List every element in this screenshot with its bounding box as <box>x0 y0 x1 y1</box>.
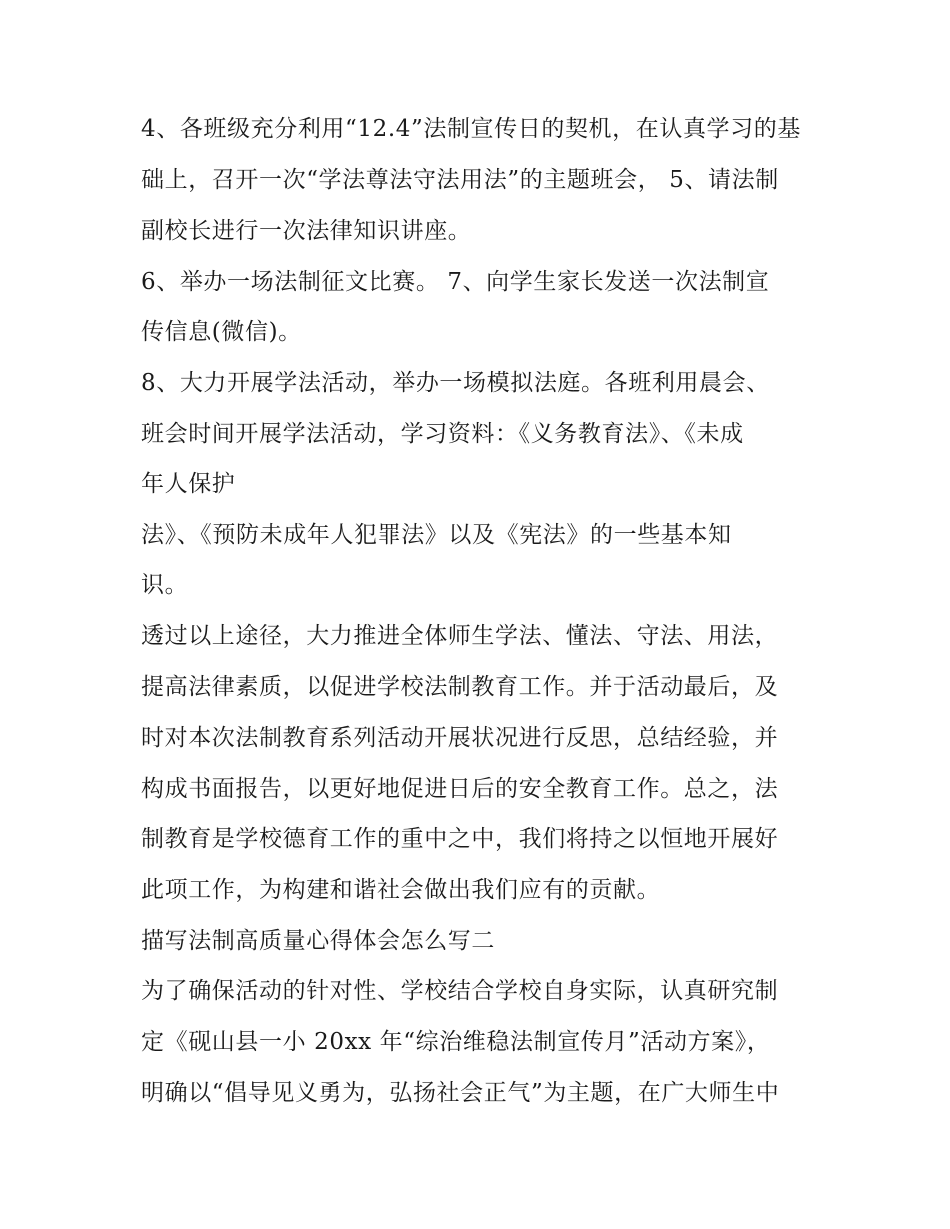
text-line: 年人保护 <box>141 471 236 497</box>
text-line: 提高法律素质，以促进学校法制教育工作。并于活动最后，及 <box>141 674 779 700</box>
text-line: 时对本次法制教育系列活动开展状况进行反思，总结经验，并 <box>141 725 779 751</box>
text-line: 础上，召开一次“学法尊法守法用法”的主题班会， 5、请法制 <box>141 167 779 193</box>
text-line: 8、大力开展学法活动，举办一场模拟法庭。各班利用晨会、 <box>141 370 770 396</box>
text-line: 识。 <box>141 572 189 598</box>
text-line: 明确以“倡导见义勇为，弘扬社会正气”为主题，在广大师生中 <box>141 1080 780 1106</box>
text-line: 班会时间开展学法活动，学习资料：《义务教育法》、《未成 <box>141 421 744 447</box>
text-line: 此项工作，为构建和谐社会做出我们应有的贡献。 <box>141 877 661 903</box>
text-line: 6、举办一场法制征文比赛。 7、向学生家长发送一次法制宣 <box>141 269 770 295</box>
text-line: 定《砚山县一小 20xx 年“综治维稳法制宣传月”活动方案》， <box>141 1029 771 1055</box>
text-line: 传信息(微信)。 <box>141 319 302 345</box>
text-line: 4、各班级充分利用“12.4”法制宣传日的契机，在认真学习的基 <box>141 116 801 142</box>
text-line: 为了确保活动的针对性、学校结合学校自身实际，认真研究制 <box>141 978 779 1004</box>
text-line: 构成书面报告，以更好地促进日后的安全教育工作。总之，法 <box>141 776 779 802</box>
text-line: 法》、《预防未成年人犯罪法》以及《宪法》的一些基本知 <box>141 522 732 548</box>
text-line: 副校长进行一次法律知识讲座。 <box>141 218 472 244</box>
text-line: 透过以上途径，大力推进全体师生学法、懂法、守法、用法， <box>141 623 779 649</box>
text-line: 制教育是学校德育工作的重中之中，我们将持之以恒地开展好 <box>141 826 779 852</box>
section-heading: 描写法制高质量心得体会怎么写二 <box>141 928 495 954</box>
